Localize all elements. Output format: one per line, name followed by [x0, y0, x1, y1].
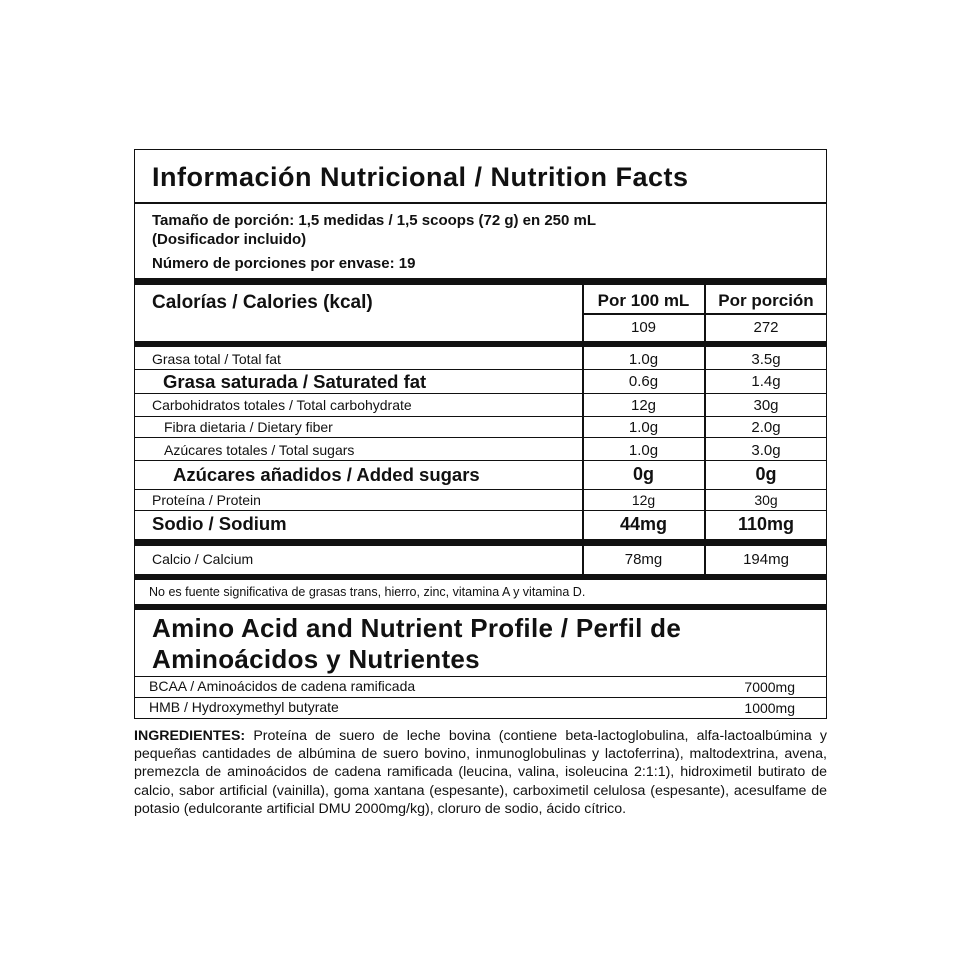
fiber-per-serving: 2.0g — [751, 419, 781, 436]
amino-profile-title: Amino Acid and Nutrient Profile / Perfil de Aminoácidos y Nutrientes — [152, 613, 682, 674]
row-divider — [135, 416, 826, 417]
thick-divider — [135, 341, 826, 347]
calories-per-serving: 272 — [753, 319, 779, 336]
calories-label: Calorías / Calories (kcal) — [152, 292, 373, 313]
nutrient-label-total-fat: Grasa total / Total fat — [152, 351, 281, 367]
footnote: No es fuente significativa de grasas trans, hierro, zinc, vitamina A y vitamina D. — [149, 585, 586, 599]
divider — [582, 313, 827, 315]
nutrient-label-protein: Proteína / Protein — [152, 492, 261, 508]
row-divider — [135, 460, 826, 461]
serving-size: Tamaño de porción: 1,5 medidas / 1,5 scoops (72 g) en 250 mL — [152, 212, 597, 229]
calories-per-100ml: 109 — [630, 319, 657, 336]
calcium-per-serving: 194mg — [743, 551, 789, 568]
protein-per-100ml: 12g — [631, 492, 656, 508]
row-divider — [135, 369, 826, 370]
row-divider — [135, 697, 826, 698]
calcium-per-100ml: 78mg — [624, 551, 663, 568]
servings-per-container: Número de porciones por envase: 19 — [152, 255, 416, 272]
ingredients-paragraph — [134, 727, 827, 818]
column-header-per-100ml: Por 100 mL — [597, 291, 690, 310]
sugars-per-serving: 3.0g — [751, 442, 781, 459]
fiber-per-100ml: 1.0g — [628, 419, 659, 436]
carbohydrate-per-serving: 30g — [753, 397, 779, 414]
ingredients-text: Proteína de suero de leche bovina (contiene beta-lactoglobulina, alfa-lactoalbúmina y pequeñas cantidades de albúmina de suero bovino, inmunoglobulinas y lactoferrina), maltodextrina, avena, premezcla de aminoácidos de cadena ramificada (leucina, valina, isoleucina 2:1:1), hidroximetil butirato de calcio, sabor artificial (vainilla), goma xantana (espesante), carboximetil celulosa (espesante), acesulfame de potasio (edulcorante artificial DMU 2000mg/kg), cloruro de sodio, ácido cítrico. — [134, 728, 827, 817]
sodium-per-serving: 110mg — [737, 514, 795, 534]
sugars-per-100ml: 1.0g — [628, 442, 659, 459]
sodium-per-100ml: 44mg — [619, 514, 668, 534]
thick-divider — [135, 574, 826, 580]
row-divider — [135, 510, 826, 511]
nutrition-panel — [134, 149, 827, 719]
nutrient-label-total-carbohydrate: Carbohidratos totales / Total carbohydrate — [152, 397, 412, 413]
nutrition-title: Información Nutricional / Nutrition Facts — [152, 162, 689, 192]
amino-label-hmb: HMB / Hydroxymethyl butyrate — [149, 699, 339, 715]
divider — [135, 202, 826, 204]
thick-divider — [135, 539, 826, 546]
thick-divider — [135, 604, 826, 610]
row-divider — [135, 437, 826, 438]
saturated-fat-per-serving: 1.4g — [751, 373, 781, 390]
row-divider — [135, 676, 826, 677]
added-sugars-per-serving: 0g — [755, 464, 777, 484]
nutrient-label-dietary-fiber: Fibra dietaria / Dietary fiber — [164, 419, 333, 435]
row-divider — [135, 489, 826, 490]
ingredients-heading: INGREDIENTES: — [134, 728, 246, 744]
total-fat-per-serving: 3.5g — [751, 351, 781, 368]
column-header-per-serving: Por porción — [718, 291, 814, 310]
nutrient-label-sodium: Sodio / Sodium — [152, 513, 287, 534]
bcaa-value: 7000mg — [744, 679, 795, 695]
carbohydrate-per-100ml: 12g — [630, 397, 657, 414]
amino-label-bcaa: BCAA / Aminoácidos de cadena ramificada — [149, 678, 416, 694]
nutrient-label-calcium: Calcio / Calcium — [152, 551, 254, 567]
serving-note: (Dosificador incluido) — [152, 231, 307, 248]
total-fat-per-100ml: 1.0g — [628, 351, 659, 368]
nutrient-label-added-sugars: Azúcares añadidos / Added sugars — [173, 464, 480, 485]
nutrient-label-total-sugars: Azúcares totales / Total sugars — [164, 442, 355, 458]
hmb-value: 1000mg — [744, 700, 795, 716]
protein-per-serving: 30g — [754, 492, 778, 508]
row-divider — [135, 393, 826, 394]
saturated-fat-per-100ml: 0.6g — [628, 373, 659, 390]
added-sugars-per-100ml: 0g — [632, 464, 654, 484]
nutrient-label-saturated-fat: Grasa saturada / Saturated fat — [163, 371, 427, 392]
thick-divider — [135, 278, 826, 285]
